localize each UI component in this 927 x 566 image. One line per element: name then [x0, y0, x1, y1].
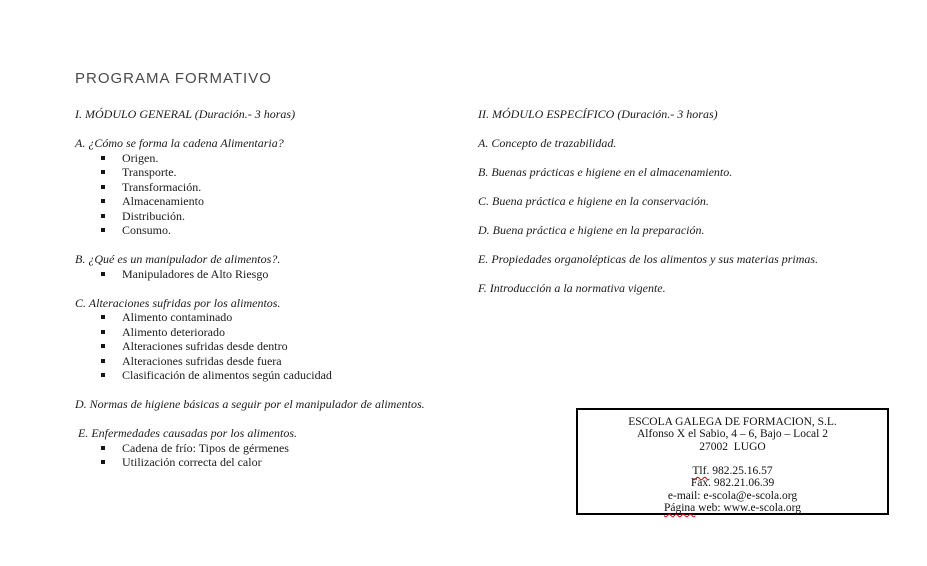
list-item — [75, 165, 475, 180]
right-column — [478, 107, 878, 296]
phone-line — [578, 465, 887, 477]
section-d-heading: D. Normas de higiene básicas a seguir por el manipulador de alimentos. — [75, 397, 425, 411]
list-item — [75, 325, 475, 340]
company-city: 27002 LUGO — [699, 440, 766, 453]
list-item — [75, 339, 475, 354]
list-item — [75, 267, 475, 282]
email-line: e-mail: e-scola@e-scola.org — [667, 489, 798, 502]
list-item — [75, 368, 475, 383]
bullet-square-icon — [101, 373, 105, 377]
list-item — [75, 310, 475, 325]
section-c-heading: C. Alteraciones sufridas por los alimentos. — [75, 295, 281, 310]
list-item-label: Utilización correcta del calor — [122, 455, 262, 469]
right-section-c: C. Buena práctica e higiene en la conservación. — [478, 194, 709, 208]
page-title: PROGRAMA FORMATIVO — [75, 70, 272, 87]
web-label: Página — [663, 502, 696, 515]
list-item — [75, 209, 475, 224]
spacer — [578, 453, 887, 465]
list-item-label: Transporte. — [122, 165, 177, 179]
phone-number: 982.25.16.57 — [712, 465, 773, 478]
list-item-label: Cadena de frío: Tipos de gérmenes — [122, 440, 289, 455]
web-address: web: www.e-scola.org — [698, 502, 802, 515]
bullet-square-icon — [101, 460, 105, 464]
fax-line: Fax. 982.21.06.39 — [690, 477, 775, 490]
module-especifico-heading: II. MÓDULO ESPECÍFICO (Duración.- 3 horas) — [478, 107, 718, 121]
list-item-label: Alimento contaminado — [122, 310, 233, 324]
phone-label: Tlf. — [692, 465, 710, 478]
left-column — [75, 107, 475, 470]
list-item-label: Alteraciones sufridas desde dentro — [122, 339, 288, 353]
section-e-heading: E. Enfermedades causadas por los alimentos. — [78, 426, 297, 440]
bullet-square-icon — [101, 199, 105, 203]
list-item — [75, 223, 475, 238]
bullet-square-icon — [101, 359, 105, 363]
list-item — [75, 180, 475, 195]
company-address: Alfonso X el Sabio, 4 – 6, Bajo – Local 2 — [636, 428, 828, 441]
company-name: ESCOLA GALEGA DE FORMACION, S.L. — [628, 416, 837, 428]
bullet-square-icon — [101, 272, 105, 276]
list-item-label: Alimento deteriorado — [122, 324, 225, 339]
bullet-square-icon — [101, 170, 105, 174]
list-item-label: Transformación. — [122, 179, 202, 194]
list-item-label: Manipuladores de Alto Riesgo — [122, 266, 269, 281]
list-item-label: Consumo. — [122, 223, 172, 237]
bullet-square-icon — [101, 330, 105, 334]
bullet-square-icon — [101, 185, 105, 189]
list-item-label: Clasificación de alimentos según caducidad — [122, 368, 332, 382]
list-item-label: Distribución. — [122, 208, 185, 223]
section-b-heading: B. ¿Qué es un manipulador de alimentos?. — [75, 252, 281, 266]
list-item-label: Alteraciones sufridas desde fuera — [122, 353, 282, 368]
right-section-a: A. Concepto de trazabilidad. — [478, 136, 617, 150]
right-section-f: F. Introducción a la normativa vigente. — [478, 281, 666, 295]
right-section-b: B. Buenas prácticas e higiene en el almacenamiento. — [478, 165, 733, 179]
list-item-label: Origen. — [122, 150, 159, 165]
section-a-heading: A. ¿Cómo se forma la cadena Alimentaria? — [75, 136, 284, 150]
right-section-e: E. Propiedades organolépticas de los alimentos y sus materias primas. — [478, 252, 819, 266]
list-item — [75, 194, 475, 209]
bullet-square-icon — [101, 156, 105, 160]
bullet-square-icon — [101, 214, 105, 218]
contact-info-box — [576, 408, 889, 515]
list-item-label: Almacenamiento — [122, 194, 204, 208]
bullet-square-icon — [101, 315, 105, 319]
module-general-heading: I. MÓDULO GENERAL (Duración.- 3 horas) — [75, 107, 296, 121]
bullet-square-icon — [101, 228, 105, 232]
right-section-d: D. Buena práctica e higiene en la preparación. — [478, 223, 705, 237]
list-item — [75, 455, 475, 470]
bullet-square-icon — [101, 344, 105, 348]
list-item — [75, 354, 475, 369]
list-item — [75, 441, 475, 456]
list-item — [75, 151, 475, 166]
web-line — [578, 502, 887, 514]
bullet-square-icon — [101, 446, 105, 450]
